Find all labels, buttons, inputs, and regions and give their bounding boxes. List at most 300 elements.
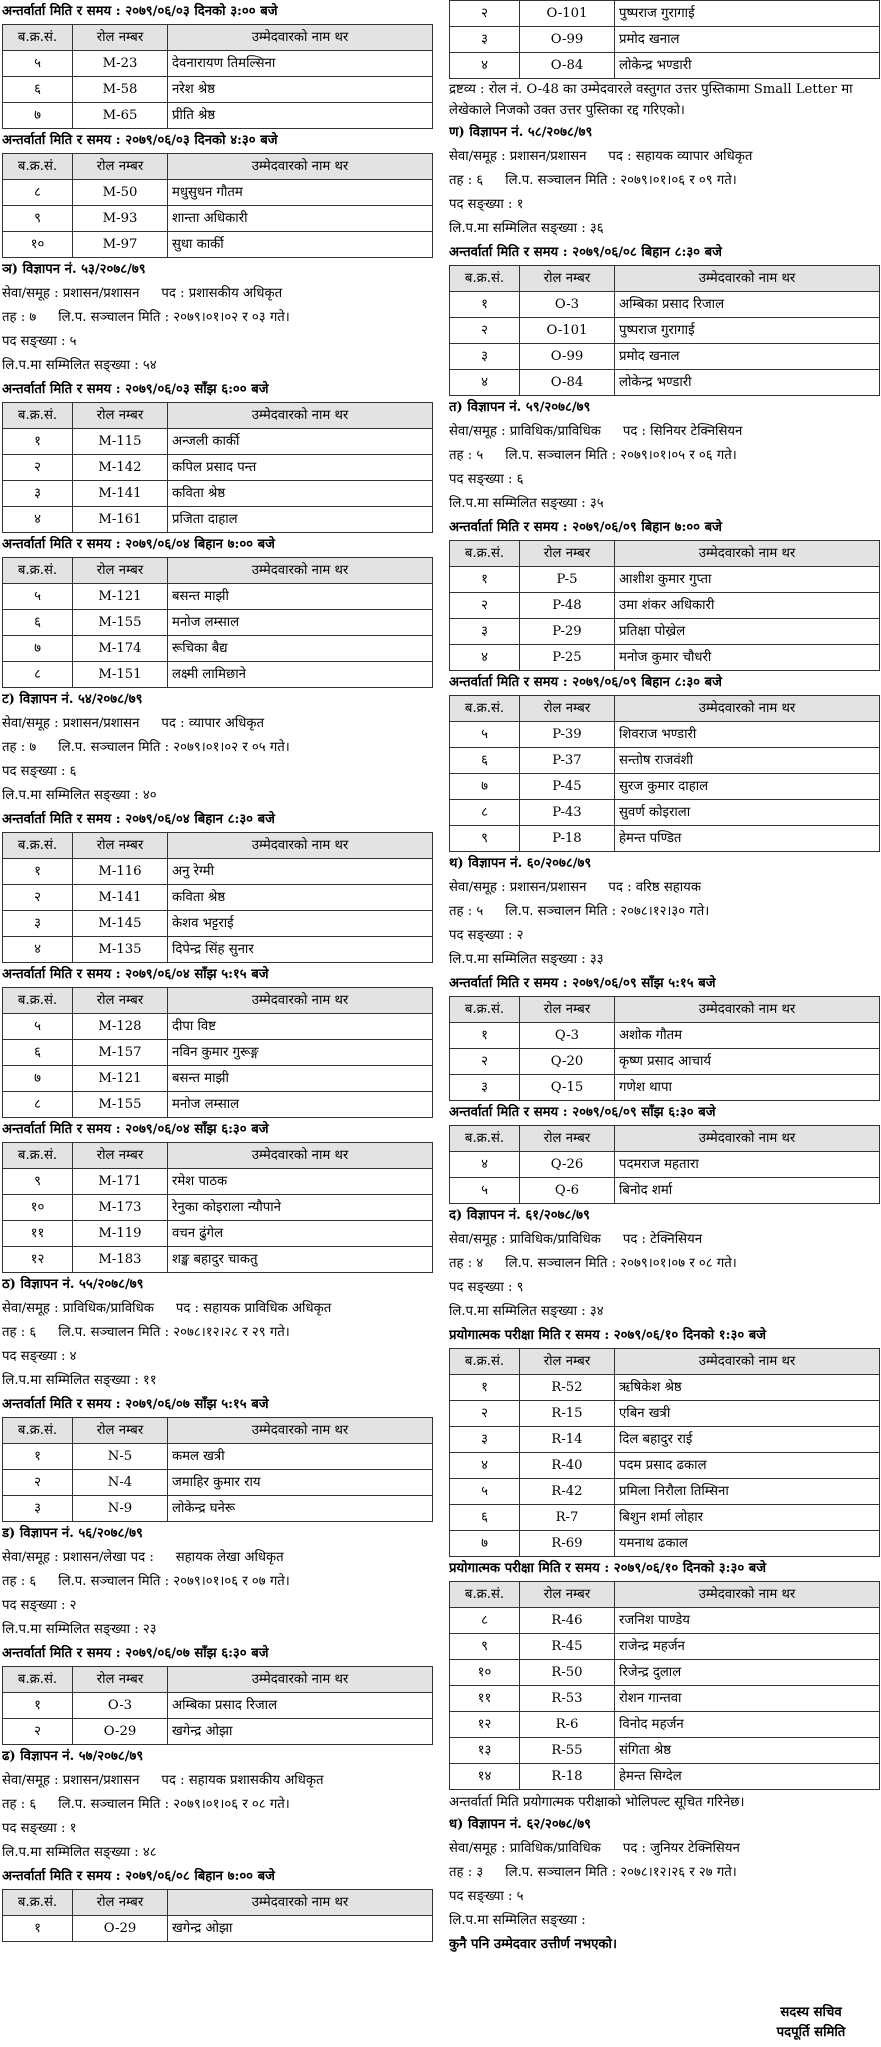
serial-number: ७ — [3, 103, 73, 129]
candidate-name: प्रमिला निरौला तिम्सिना — [615, 1479, 880, 1505]
service-line — [449, 145, 879, 169]
table-row — [450, 1, 880, 27]
candidate-name: राजेन्द्र महर्जन — [615, 1634, 880, 1660]
table-row — [450, 1660, 880, 1686]
roll-number: P-43 — [520, 800, 615, 826]
name-header: उम्मेदवारको नाम थर — [615, 1349, 880, 1375]
advertisement-number: त) विज्ञापन नं. ५९/२०७८/७९ — [449, 400, 591, 415]
table-row — [3, 77, 433, 103]
candidate-name: गणेश थापा — [615, 1075, 880, 1101]
serial-number: ५ — [3, 1014, 73, 1040]
table-row — [450, 722, 880, 748]
candidate-table — [449, 540, 880, 671]
name-header: उम्मेदवारको नाम थर — [168, 988, 433, 1014]
candidate-name: जमाहिर कुमार राय — [168, 1470, 433, 1496]
advertisement-number: थ) विज्ञापन नं. ६०/२०७८/७९ — [449, 856, 592, 871]
roll-header: रोल नम्बर — [73, 833, 168, 859]
schedule-heading: अन्तर्वार्ता मिति र समय : २०७९/०६/०३ दिनको ३:०० बजे — [2, 4, 278, 19]
table-row — [450, 826, 880, 852]
candidate-table — [2, 1889, 433, 1942]
table-header-row — [3, 1143, 433, 1169]
post-name: पद : टेक्निसियन — [622, 1232, 703, 1247]
table-row — [3, 1014, 433, 1040]
serial-number: १० — [3, 1195, 73, 1221]
serial-number: ९ — [3, 206, 73, 232]
candidate-name: खगेन्द्र ओझा — [168, 1916, 433, 1942]
candidate-name: अनु रेग्मी — [168, 859, 433, 885]
level: तह : ६ — [2, 1797, 37, 1812]
candidate-name: लक्ष्मी लामिछाने — [168, 662, 433, 688]
candidate-table — [449, 1581, 880, 1790]
serial-number: ९ — [450, 826, 520, 852]
roll-header: रोल नम्बर — [520, 1126, 615, 1152]
candidate-name: कृष्ण प्रसाद आचार्य — [615, 1049, 880, 1075]
roll-number: P-25 — [520, 645, 615, 671]
serial-header: ब.क्र.सं. — [3, 833, 73, 859]
candidate-name: कमल खत्री — [168, 1444, 433, 1470]
serial-number: ५ — [450, 1178, 520, 1204]
candidate-name: वचन ढुंगेल — [168, 1221, 433, 1247]
table-row — [450, 1427, 880, 1453]
name-header: उम्मेदवारको नाम थर — [168, 403, 433, 429]
table-row — [450, 593, 880, 619]
candidate-name: सुरज कुमार दाहाल — [615, 774, 880, 800]
roll-number: M-155 — [73, 610, 168, 636]
name-header: उम्मेदवारको नाम थर — [168, 1418, 433, 1444]
serial-number: १ — [450, 292, 520, 318]
schedule-heading: अन्तर्वार्ता मिति र समय : २०७९/०६/०९ साँझ ६:३० बजे — [449, 1105, 716, 1120]
post-name: पद : प्रशासकीय अधिकृत — [161, 286, 283, 301]
serial-header: ब.क्र.सं. — [3, 1890, 73, 1916]
exam-date: लि.प. सञ्चालन मिति : २०७८।१२।२८ र २९ गते। — [58, 1325, 290, 1340]
roll-header: रोल नम्बर — [520, 266, 615, 292]
exam-date: लि.प. सञ्चालन मिति : २०७८।१२।२६ र २७ गते। — [505, 1865, 737, 1880]
roll-header: रोल नम्बर — [520, 1582, 615, 1608]
level: तह : ५ — [449, 904, 484, 919]
serial-header: ब.क्र.सं. — [3, 403, 73, 429]
serial-number: १४ — [450, 1764, 520, 1790]
service-group: सेवा/समूह : प्रशासन/प्रशासन — [2, 286, 140, 301]
level: तह : ७ — [2, 740, 37, 755]
schedule-block — [2, 1118, 432, 1273]
roll-number: R-7 — [520, 1505, 615, 1531]
table-header-row — [3, 403, 433, 429]
schedule-heading: अन्तर्वार्ता मिति र समय : २०७९/०६/०७ साँझ ५:१५ बजे — [2, 1397, 269, 1412]
candidate-name: दीपा विष्ट — [168, 1014, 433, 1040]
serial-number: ३ — [450, 27, 520, 53]
exam-date: लि.प. सञ्चालन मिति : २०७८।१२।३० गते। — [505, 904, 710, 919]
table-row — [3, 429, 433, 455]
candidate-name: पुष्पराज गुरागाई — [615, 318, 880, 344]
table-row — [450, 1712, 880, 1738]
table-header-row — [3, 1667, 433, 1693]
table-row — [450, 27, 880, 53]
advertisement-number: ड) विज्ञापन नं. ५६/२०७८/७९ — [2, 1526, 143, 1541]
candidate-name: कविता श्रेष्ठ — [168, 481, 433, 507]
schedule-block — [449, 396, 879, 671]
roll-number: R-46 — [520, 1608, 615, 1634]
table-row — [3, 455, 433, 481]
table-row — [3, 885, 433, 911]
service-line — [449, 420, 879, 444]
service-line — [2, 1297, 432, 1321]
included-count: लि.प.मा सम्मिलित सङ्ख्या : ३५ — [449, 496, 604, 511]
roll-number: R-53 — [520, 1686, 615, 1712]
table-header-row — [450, 1349, 880, 1375]
candidate-table — [449, 0, 880, 79]
table-header-row — [450, 541, 880, 567]
serial-number: ३ — [450, 1075, 520, 1101]
candidate-name: रिजेन्द्र दुलाल — [615, 1660, 880, 1686]
table-row — [3, 1470, 433, 1496]
schedule-heading: अन्तर्वार्ता मिति र समय : २०७९/०६/०४ साँझ ६:३० बजे — [2, 1122, 269, 1137]
seat-count: पद सङ्ख्या : ६ — [449, 472, 524, 487]
name-header: उम्मेदवारको नाम थर — [615, 1126, 880, 1152]
left-column — [2, 0, 432, 1942]
serial-number: २ — [3, 1470, 73, 1496]
service-group: सेवा/समूह : प्राविधिक/प्राविधिक — [2, 1301, 154, 1316]
roll-header: रोल नम्बर — [73, 1890, 168, 1916]
roll-number: P-37 — [520, 748, 615, 774]
table-row — [450, 774, 880, 800]
serial-header: ब.क्र.सं. — [450, 266, 520, 292]
roll-number: R-15 — [520, 1401, 615, 1427]
roll-number: Q-26 — [520, 1152, 615, 1178]
table-row — [3, 1066, 433, 1092]
roll-number: P-45 — [520, 774, 615, 800]
result-statement: कुनै पनि उम्मेदवार उत्तीर्ण नभएको। — [449, 1937, 617, 1952]
table-row — [3, 859, 433, 885]
table-row — [450, 1634, 880, 1660]
candidate-name: बसन्त माझी — [168, 1066, 433, 1092]
serial-number: ३ — [450, 619, 520, 645]
serial-number: ११ — [3, 1221, 73, 1247]
serial-header: ब.क्र.सं. — [3, 988, 73, 1014]
table-row — [450, 645, 880, 671]
serial-header: ब.क्र.सं. — [450, 1582, 520, 1608]
service-group: सेवा/समूह : प्रशासन/लेखा पद : — [2, 1550, 154, 1565]
candidate-table — [2, 1417, 433, 1522]
serial-number: १० — [3, 232, 73, 258]
roll-number: N-9 — [73, 1496, 168, 1522]
roll-number: M-174 — [73, 636, 168, 662]
table-row — [450, 53, 880, 79]
table-header-row — [450, 696, 880, 722]
serial-number: ४ — [3, 507, 73, 533]
table-row — [450, 370, 880, 396]
roll-header: रोल नम्बर — [73, 25, 168, 51]
table-row — [450, 1479, 880, 1505]
roll-number: M-141 — [73, 885, 168, 911]
serial-number: ३ — [3, 1496, 73, 1522]
table-row — [450, 1531, 880, 1557]
included-count: लि.प.मा सम्मिलित सङ्ख्या : ५४ — [2, 358, 157, 373]
exam-date: लि.प. सञ्चालन मिति : २०७९।०१।०७ र ०८ गते। — [505, 1256, 737, 1271]
signature-block — [751, 2003, 871, 2043]
service-group: सेवा/समूह : प्राविधिक/प्राविधिक — [449, 1841, 601, 1856]
post-name: पद : सहायक प्राविधिक अधिकृत — [175, 1301, 332, 1316]
seat-count: पद सङ्ख्या : ४ — [2, 1349, 77, 1364]
level-line — [449, 169, 879, 193]
candidate-name: बिनोद शर्मा — [615, 1178, 880, 1204]
roll-number: P-39 — [520, 722, 615, 748]
serial-number: १ — [450, 1023, 520, 1049]
seat-count: पद सङ्ख्या : ६ — [2, 764, 77, 779]
table-header-row — [450, 266, 880, 292]
exam-date: लि.प. सञ्चालन मिति : २०७९।०१।०२ र ०३ गते। — [58, 310, 290, 325]
roll-number: M-50 — [73, 180, 168, 206]
candidate-name: पदमराज महतारा — [615, 1152, 880, 1178]
service-group: सेवा/समूह : प्राविधिक/प्राविधिक — [449, 1232, 601, 1247]
table-row — [3, 1221, 433, 1247]
name-header: उम्मेदवारको नाम थर — [168, 154, 433, 180]
schedule-block — [449, 671, 879, 852]
serial-number: २ — [450, 1401, 520, 1427]
serial-number: १ — [3, 859, 73, 885]
roll-number: M-65 — [73, 103, 168, 129]
serial-number: ९ — [3, 1169, 73, 1195]
service-line — [2, 1769, 432, 1793]
candidate-table — [2, 987, 433, 1118]
serial-number: ४ — [450, 1453, 520, 1479]
roll-number: M-142 — [73, 455, 168, 481]
candidate-name: लोकेन्द्र भण्डारी — [615, 370, 880, 396]
service-group: सेवा/समूह : प्रशासन/प्रशासन — [449, 880, 587, 895]
level: तह : ७ — [2, 310, 37, 325]
candidate-name: खगेन्द्र ओझा — [168, 1719, 433, 1745]
seat-count: पद सङ्ख्या : ९ — [449, 1280, 524, 1295]
serial-number: २ — [3, 1719, 73, 1745]
candidate-name: आशीश कुमार गुप्ता — [615, 567, 880, 593]
serial-header: ब.क्र.सं. — [3, 154, 73, 180]
table-row — [450, 1049, 880, 1075]
schedule-heading: अन्तर्वार्ता मिति र समय : २०७९/०६/०३ दिनको ४:३० बजे — [2, 133, 278, 148]
roll-number: M-23 — [73, 51, 168, 77]
serial-header: ब.क्र.सं. — [450, 997, 520, 1023]
signature-committee: पदपूर्ति समिति — [776, 2025, 846, 2040]
roll-number: Q-3 — [520, 1023, 615, 1049]
post-name: सहायक लेखा अधिकृत — [175, 1550, 284, 1565]
candidate-name: हेमन्त पण्डित — [615, 826, 880, 852]
roll-header: रोल नम्बर — [73, 403, 168, 429]
candidate-name: लोकेन्द्र भण्डारी — [615, 53, 880, 79]
candidate-name: सुवर्ण कोइराला — [615, 800, 880, 826]
serial-number: ७ — [450, 1531, 520, 1557]
table-row — [450, 1023, 880, 1049]
candidate-name: उमा शंकर अधिकारी — [615, 593, 880, 619]
candidate-table — [2, 153, 433, 258]
exam-date: लि.प. सञ्चालन मिति : २०७९।०१।०६ र ०८ गते। — [58, 1797, 290, 1812]
candidate-name: एबिन खत्री — [615, 1401, 880, 1427]
candidate-table — [2, 557, 433, 688]
table-row — [450, 1738, 880, 1764]
table-row — [450, 748, 880, 774]
schedule-block — [2, 129, 432, 258]
advertisement-number: ट) विज्ञापन नं. ५४/२०७८/७९ — [2, 692, 143, 707]
table-row — [3, 1247, 433, 1273]
schedule-block — [449, 1101, 879, 1204]
schedule-heading: अन्तर्वार्ता मिति र समय : २०७९/०६/०४ बिहान ७:०० बजे — [2, 537, 275, 552]
table-row — [3, 1693, 433, 1719]
table-header-row — [450, 1126, 880, 1152]
candidate-name: प्रजिता दाहाल — [168, 507, 433, 533]
table-header-row — [3, 558, 433, 584]
serial-number: ३ — [3, 481, 73, 507]
table-row — [3, 1040, 433, 1066]
post-name: पद : सहायक व्यापार अधिकृत — [608, 149, 753, 164]
serial-number: ३ — [3, 911, 73, 937]
roll-number: M-93 — [73, 206, 168, 232]
serial-number: १३ — [450, 1738, 520, 1764]
exam-date: लि.प. सञ्चालन मिति : २०७९।०१।०२ र ०५ गते। — [58, 740, 290, 755]
level-line — [449, 1861, 879, 1885]
roll-number: R-69 — [520, 1531, 615, 1557]
roll-number: O-84 — [520, 370, 615, 396]
seat-count: पद सङ्ख्या : १ — [449, 197, 524, 212]
roll-number: O-101 — [520, 318, 615, 344]
roll-number: O-101 — [520, 1, 615, 27]
name-header: उम्मेदवारको नाम थर — [615, 696, 880, 722]
table-row — [450, 318, 880, 344]
roll-number: M-171 — [73, 1169, 168, 1195]
schedule-block — [2, 0, 432, 129]
serial-number: ६ — [3, 1040, 73, 1066]
schedule-block — [2, 963, 432, 1118]
serial-header: ब.क्र.सं. — [3, 1667, 73, 1693]
serial-number: १ — [3, 1916, 73, 1942]
roll-number: M-161 — [73, 507, 168, 533]
serial-number: २ — [450, 318, 520, 344]
candidate-name: रमेश पाठक — [168, 1169, 433, 1195]
candidate-name: रोशन गान्तवा — [615, 1686, 880, 1712]
schedule-heading: अन्तर्वार्ता मिति र समय : २०७९/०६/०९ बिहान ८:३० बजे — [449, 675, 722, 690]
serial-number: ५ — [450, 1479, 520, 1505]
candidate-name: सुधा कार्की — [168, 232, 433, 258]
schedule-block — [2, 258, 432, 533]
serial-header: ब.क्र.सं. — [450, 696, 520, 722]
table-row — [450, 1401, 880, 1427]
seat-count: पद सङ्ख्या : ५ — [2, 334, 77, 349]
table-header-row — [3, 833, 433, 859]
serial-header: ब.क्र.सं. — [450, 541, 520, 567]
roll-number: M-157 — [73, 1040, 168, 1066]
service-group: सेवा/समूह : प्राविधिक/प्राविधिक — [449, 424, 601, 439]
candidate-table — [2, 1142, 433, 1273]
roll-number: M-128 — [73, 1014, 168, 1040]
roll-header: रोल नम्बर — [520, 696, 615, 722]
table-row — [3, 1719, 433, 1745]
roll-header: रोल नम्बर — [520, 541, 615, 567]
candidate-table — [2, 402, 433, 533]
table-row — [450, 1152, 880, 1178]
table-row — [450, 1075, 880, 1101]
candidate-name: केशव भट्टराई — [168, 911, 433, 937]
schedule-heading: अन्तर्वार्ता मिति र समय : २०७९/०६/०४ साँझ ५:१५ बजे — [2, 967, 269, 982]
table-row — [450, 1178, 880, 1204]
serial-number: ३ — [450, 1427, 520, 1453]
table-row — [450, 1764, 880, 1790]
level-line — [449, 1252, 879, 1276]
candidate-name: बसन्त माझी — [168, 584, 433, 610]
advertisement-number: ध) विज्ञापन नं. ६२/२०७८/७९ — [449, 1817, 591, 1832]
level-line — [2, 1570, 432, 1594]
schedule-heading: अन्तर्वार्ता मिति र समय : २०७९/०६/०८ बिहान ७:०० बजे — [2, 1869, 275, 1884]
schedule-block — [449, 1557, 879, 1790]
table-row — [450, 1686, 880, 1712]
roll-number: N-5 — [73, 1444, 168, 1470]
candidate-name: विनोद महर्जन — [615, 1712, 880, 1738]
roll-number: P-5 — [520, 567, 615, 593]
candidate-name: मनोज लम्साल — [168, 610, 433, 636]
candidate-name: प्रतिक्षा पोख्रेल — [615, 619, 880, 645]
advertisement-number: ण) विज्ञापन नं. ५८/२०७८/७९ — [449, 125, 593, 140]
level-line — [449, 900, 879, 924]
roll-number: P-18 — [520, 826, 615, 852]
table-row — [3, 1195, 433, 1221]
post-name: पद : सहायक प्रशासकीय अधिकृत — [161, 1773, 324, 1788]
roll-number: M-119 — [73, 1221, 168, 1247]
roll-number: R-45 — [520, 1634, 615, 1660]
candidate-name: रूचिका बैद्य — [168, 636, 433, 662]
post-name: पद : व्यापार अधिकृत — [161, 716, 265, 731]
table-row — [450, 619, 880, 645]
name-header: उम्मेदवारको नाम थर — [168, 25, 433, 51]
candidate-name: रेनुका कोइराला न्यौपाने — [168, 1195, 433, 1221]
serial-number: १ — [450, 567, 520, 593]
service-group: सेवा/समूह : प्रशासन/प्रशासन — [2, 716, 140, 731]
candidate-table — [2, 24, 433, 129]
serial-number: ६ — [3, 610, 73, 636]
service-line — [2, 282, 432, 306]
serial-number: ५ — [3, 584, 73, 610]
candidate-name: शान्ता अधिकारी — [168, 206, 433, 232]
serial-number: ३ — [450, 344, 520, 370]
roll-number: P-29 — [520, 619, 615, 645]
service-line — [2, 712, 432, 736]
included-count: लि.प.मा सम्मिलित सङ्ख्या : ३३ — [449, 952, 604, 967]
candidate-name: दिपेन्द्र सिंह सुनार — [168, 937, 433, 963]
table-row — [450, 1375, 880, 1401]
roll-number: O-3 — [520, 292, 615, 318]
schedule-block — [2, 1273, 432, 1522]
roll-number: M-173 — [73, 1195, 168, 1221]
name-header: उम्मेदवारको नाम थर — [168, 1890, 433, 1916]
table-row — [3, 636, 433, 662]
included-count: लि.प.मा सम्मिलित सङ्ख्या : ३४ — [449, 1304, 604, 1319]
serial-number: २ — [450, 593, 520, 619]
table-row — [3, 180, 433, 206]
roll-number: R-50 — [520, 1660, 615, 1686]
level: तह : ५ — [449, 448, 484, 463]
table-header-row — [450, 997, 880, 1023]
candidate-name: यमनाथ ढकाल — [615, 1531, 880, 1557]
serial-number: ८ — [3, 180, 73, 206]
roll-number: O-99 — [520, 27, 615, 53]
roll-number: Q-6 — [520, 1178, 615, 1204]
roll-number: R-18 — [520, 1764, 615, 1790]
service-line — [449, 876, 879, 900]
candidate-name: अन्जली कार्की — [168, 429, 433, 455]
candidate-name: लोकेन्द्र घनेरू — [168, 1496, 433, 1522]
roll-header: रोल नम्बर — [73, 988, 168, 1014]
roll-header: रोल नम्बर — [520, 997, 615, 1023]
seat-count: पद सङ्ख्या : २ — [449, 928, 524, 943]
table-row — [3, 662, 433, 688]
candidate-table — [449, 1125, 880, 1204]
candidate-name: पदम प्रसाद ढकाल — [615, 1453, 880, 1479]
included-count: लि.प.मा सम्मिलित सङ्ख्या : ४० — [2, 788, 157, 803]
table-row — [3, 232, 433, 258]
